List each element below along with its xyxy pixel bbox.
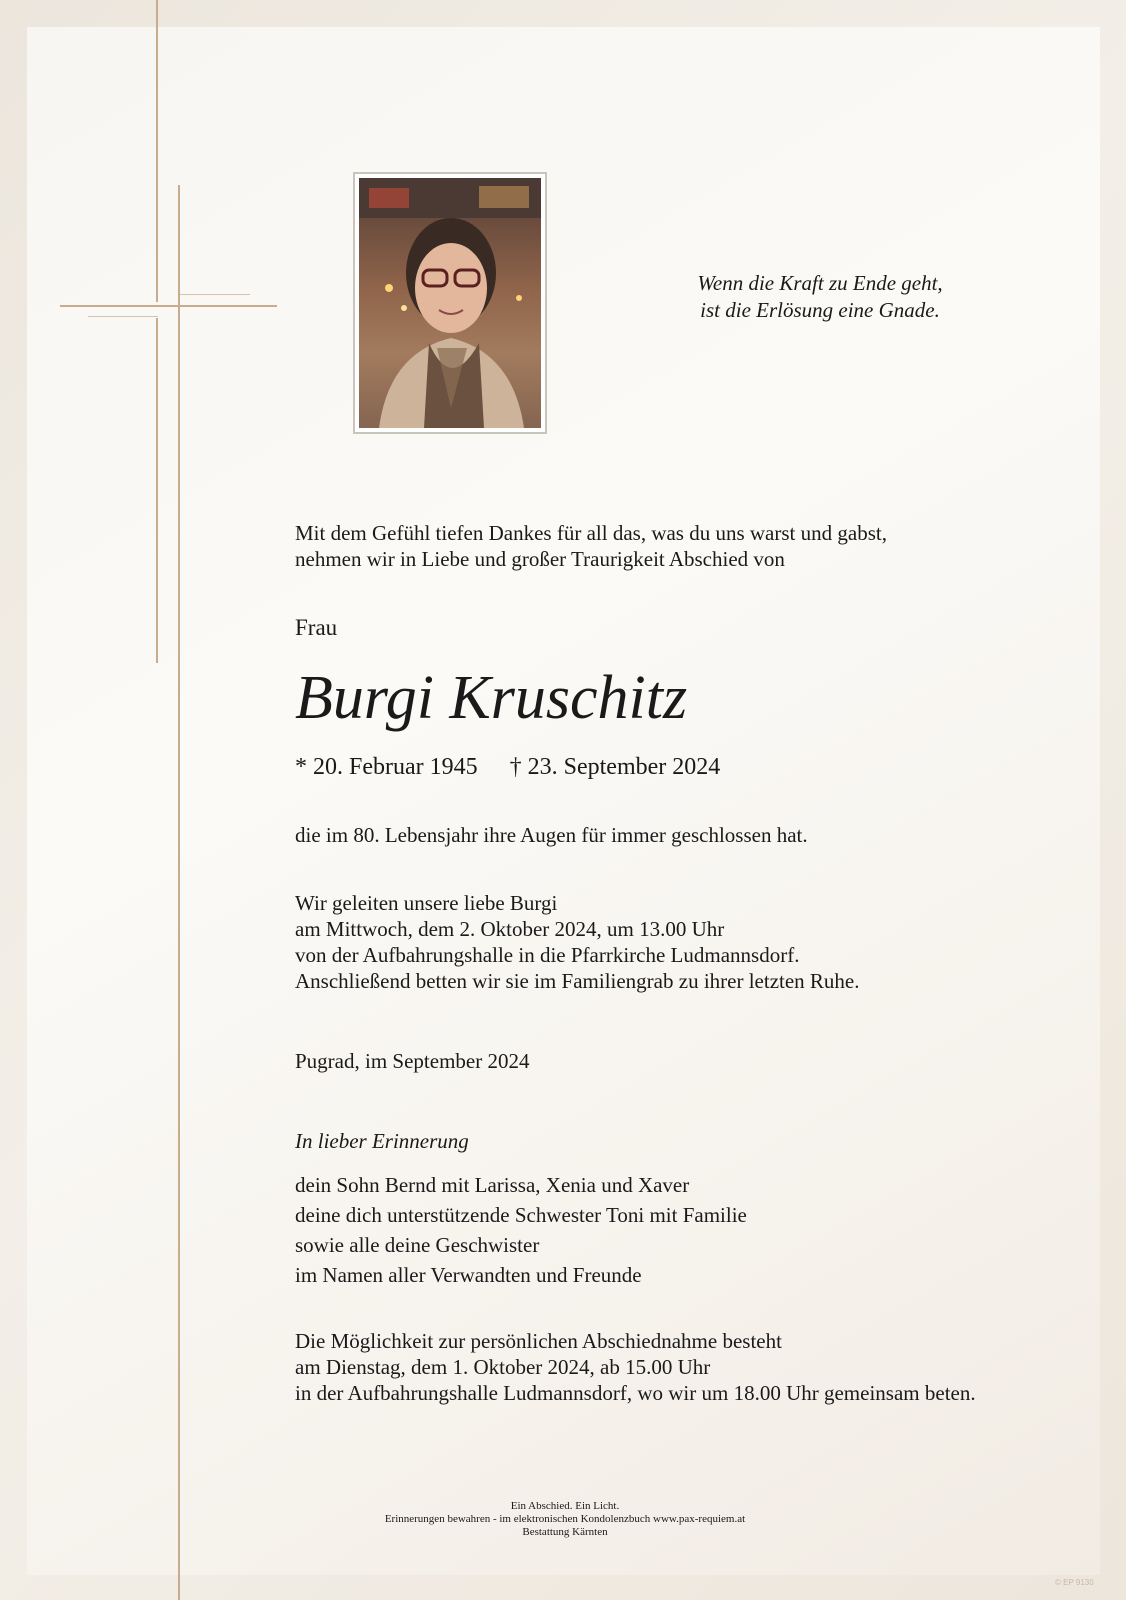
footer-line: Ein Abschied. Ein Licht. [510,1500,620,1512]
motto-line: Wenn die Kraft zu Ende geht, [697,271,943,295]
portrait-photo-frame [353,172,547,434]
footer [300,1500,830,1539]
farewell-line: am Dienstag, dem 1. Oktober 2024, ab 15.00 Uhr [295,1355,711,1379]
funeral-details [295,890,860,994]
age-line: die im 80. Lebensjahr ihre Augen für immer geschlossen hat. [295,823,808,847]
intro-line: nehmen wir in Liebe und großer Traurigkeit Abschied von [295,547,785,571]
footer-line: Erinnerungen bewahren - im elektronischen Kondolenzbuch www.pax-requiem.at [384,1513,746,1525]
footer-line: Bestattung Kärnten [522,1526,608,1538]
death-date: † 23. September 2024 [509,754,721,780]
deceased-name: Burgi Kruschitz [295,664,688,732]
funeral-line: am Mittwoch, dem 2. Oktober 2024, um 13.00 Uhr [295,917,725,941]
list-item: deine dich unterstützende Schwester Toni mit Familie [295,1203,747,1227]
relatives-list [295,1170,747,1290]
memory-heading: In lieber Erinnerung [295,1129,469,1153]
motto-line: ist die Erlösung eine Gnade. [700,298,940,322]
farewell-details [295,1328,976,1406]
portrait-photo [359,178,541,428]
salutation: Frau [295,615,338,640]
list-item: sowie alle deine Geschwister [295,1233,540,1257]
farewell-line: in der Aufbahrungshalle Ludmannsdorf, wo wir um 18.00 Uhr gemeinsam beten. [295,1381,976,1405]
place-date: Pugrad, im September 2024 [295,1049,530,1073]
motto-quote [640,270,1000,324]
funeral-line: Wir geleiten unsere liebe Burgi [295,891,558,915]
farewell-line: Die Möglichkeit zur persönlichen Abschiednahme besteht [295,1329,782,1353]
intro-text [295,520,887,572]
list-item: im Namen aller Verwandten und Freunde [295,1263,642,1287]
funeral-line: von der Aufbahrungshalle in die Pfarrkirche Ludmannsdorf. [295,943,800,967]
copyright-mark: © EP 9130 [1055,1578,1094,1587]
birth-date: * 20. Februar 1945 [295,754,478,780]
intro-line: Mit dem Gefühl tiefen Dankes für all das, was du uns warst und gabst, [295,521,887,545]
list-item: dein Sohn Bernd mit Larissa, Xenia und Xaver [295,1173,690,1197]
funeral-line: Anschließend betten wir sie im Familiengrab zu ihrer letzten Ruhe. [295,969,860,993]
life-dates [295,752,720,782]
